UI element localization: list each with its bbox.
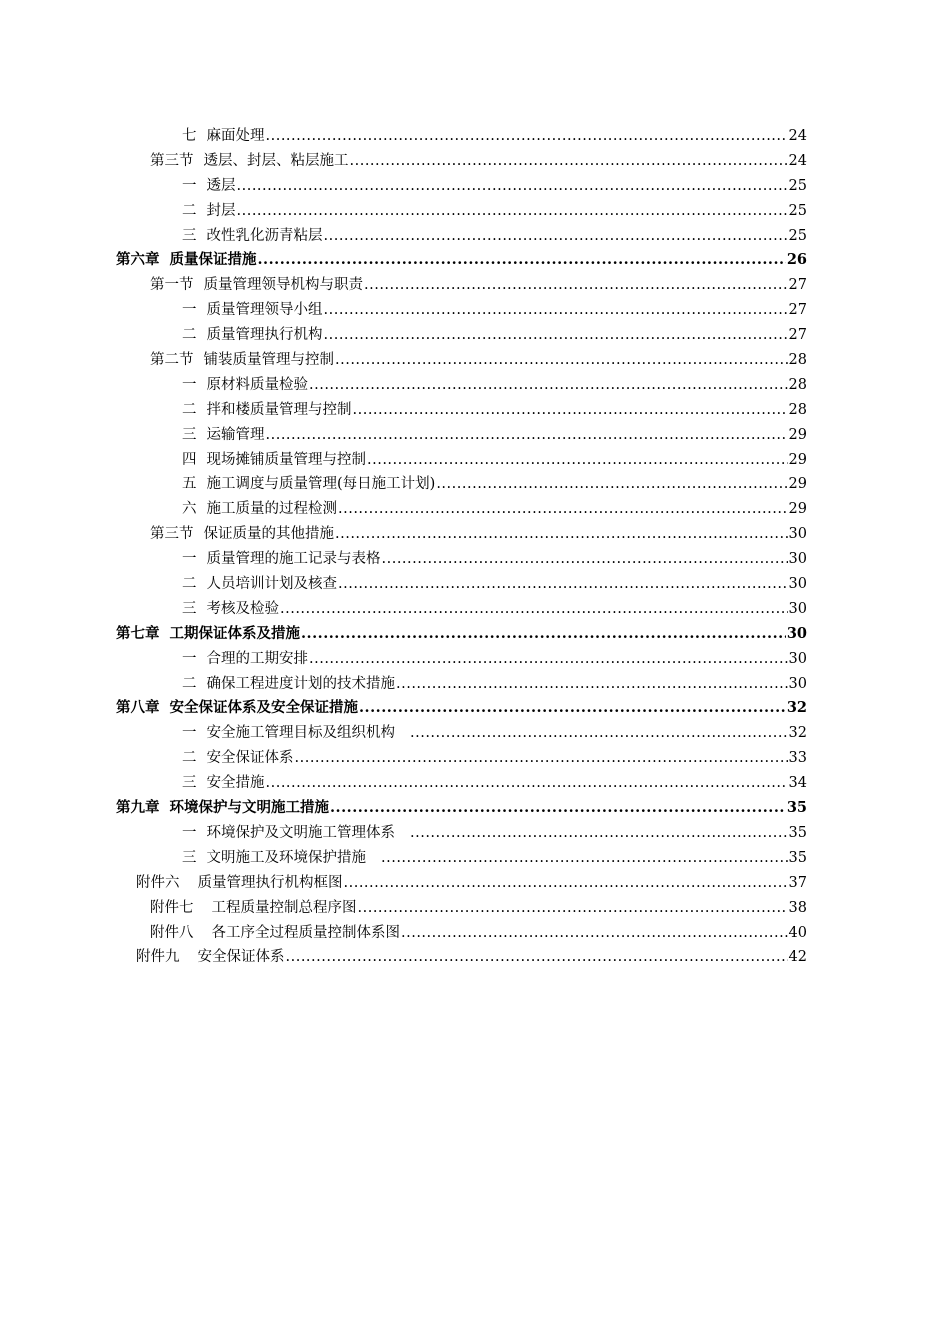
toc-entry-title: 改性乳化沥青粘层 [206, 227, 323, 244]
toc-page-number: 25 [788, 202, 807, 219]
toc-entry-title: 环境保护及文明施工管理体系 [206, 824, 395, 841]
toc-page-number: 27 [788, 302, 807, 319]
toc-dot-leader [330, 796, 786, 821]
toc-dot-leader [324, 323, 788, 348]
toc-row [0, 896, 950, 921]
toc-dot-leader [335, 348, 788, 373]
toc-entry-number: 二 [182, 576, 197, 593]
table-of-contents [0, 124, 950, 970]
toc-entry-section[interactable] [150, 348, 807, 373]
toc-entry-title: 现场摊铺质量管理与控制 [206, 451, 366, 468]
toc-page-number: 35 [788, 849, 807, 866]
toc-entry-item[interactable] [182, 572, 807, 597]
toc-page-number: 27 [788, 327, 807, 344]
toc-row [0, 348, 950, 373]
toc-entry-item[interactable] [182, 721, 807, 746]
toc-entry-item[interactable] [182, 124, 807, 149]
toc-page-number: 30 [788, 675, 807, 692]
toc-entry-title: 工期保证体系及措施 [169, 624, 300, 642]
toc-dot-leader [382, 547, 788, 572]
toc-row [0, 323, 950, 348]
toc-entry-number: 三 [182, 600, 197, 617]
toc-entry-title: 环境保护与文明施工措施 [169, 799, 329, 817]
toc-row [0, 448, 950, 473]
toc-page-number: 25 [788, 177, 807, 194]
toc-dot-leader [309, 647, 788, 672]
toc-entry-number: 第八章 [116, 699, 160, 717]
toc-entry-title: 质量管理执行机构 [206, 327, 323, 344]
toc-dot-leader [237, 174, 788, 199]
toc-row [0, 273, 950, 298]
toc-entry-title: 施工调度与质量管理(每日施工计划) [206, 476, 436, 493]
toc-row [0, 647, 950, 672]
toc-dot-leader [301, 622, 786, 647]
toc-dot-leader [353, 398, 788, 423]
toc-row [0, 672, 950, 697]
toc-entry-item[interactable] [182, 199, 807, 224]
toc-dot-leader [436, 472, 787, 497]
toc-entry-number: 二 [182, 202, 197, 219]
toc-entry-title: 原材料质量检验 [206, 376, 308, 393]
toc-row [0, 746, 950, 771]
toc-entry-title: 各工序全过程质量控制体系图 [211, 924, 400, 941]
toc-entry-number: 三 [182, 426, 197, 443]
toc-entry-number: 一 [182, 650, 197, 667]
toc-row [0, 298, 950, 323]
toc-entry-title: 安全措施 [206, 775, 265, 792]
toc-page-number: 29 [788, 426, 807, 443]
toc-entry-title: 考核及检验 [206, 600, 279, 617]
toc-row [0, 597, 950, 622]
toc-page-number: 35 [788, 824, 807, 841]
toc-entry-number: 附件七 [150, 899, 194, 916]
toc-row [0, 696, 950, 721]
toc-entry-number: 三 [182, 849, 197, 866]
toc-entry-title: 安全保证体系及安全保证措施 [169, 699, 358, 717]
toc-dot-leader [364, 273, 788, 298]
toc-page-number: 27 [788, 277, 807, 294]
toc-entry-att2[interactable] [150, 896, 807, 921]
toc-dot-leader [324, 298, 788, 323]
toc-entry-att1[interactable] [136, 945, 807, 970]
toc-row [0, 771, 950, 796]
toc-entry-title: 安全施工管理目标及组织机构 [206, 725, 395, 742]
toc-page-number: 30 [786, 624, 807, 642]
toc-dot-leader [335, 522, 788, 547]
toc-page-number: 35 [786, 799, 807, 817]
toc-entry-title: 施工质量的过程检测 [206, 501, 337, 518]
toc-page-number: 30 [788, 576, 807, 593]
toc-row [0, 248, 950, 273]
toc-dot-leader [350, 149, 788, 174]
toc-dot-leader [359, 696, 786, 721]
toc-entry-title: 合理的工期安排 [206, 650, 308, 667]
toc-entry-number: 附件六 [136, 874, 180, 891]
toc-page-number: 28 [788, 401, 807, 418]
toc-entry-item[interactable] [182, 746, 807, 771]
toc-entry-number: 第六章 [116, 251, 160, 269]
toc-page-number: 40 [788, 924, 807, 941]
toc-entry-title: 质量保证措施 [169, 251, 257, 269]
toc-page-number: 38 [788, 899, 807, 916]
toc-entry-chapter[interactable] [116, 248, 807, 273]
toc-dot-leader [266, 423, 788, 448]
toc-entry-number: 三 [182, 227, 197, 244]
toc-entry-title: 人员培训计划及核查 [206, 576, 337, 593]
toc-entry-number: 第九章 [116, 799, 160, 817]
toc-entry-number: 第三节 [150, 152, 194, 169]
toc-page-number: 42 [788, 949, 807, 966]
toc-entry-att1[interactable] [136, 871, 807, 896]
toc-entry-title: 透层 [206, 177, 236, 194]
toc-entry-item[interactable] [182, 472, 807, 497]
toc-entry-item[interactable] [182, 398, 807, 423]
toc-entry-chapter[interactable] [116, 622, 807, 647]
toc-entry-chapter[interactable] [116, 696, 807, 721]
toc-entry-title: 质量管理的施工记录与表格 [206, 551, 381, 568]
toc-entry-number: 附件八 [150, 924, 194, 941]
toc-page-number: 32 [788, 725, 807, 742]
toc-page-number: 29 [788, 476, 807, 493]
toc-entry-title: 安全保证体系 [197, 949, 285, 966]
toc-entry-item[interactable] [182, 448, 807, 473]
toc-entry-item[interactable] [182, 373, 807, 398]
toc-entry-title: 质量管理领导小组 [206, 302, 323, 319]
toc-entry-item[interactable] [182, 497, 807, 522]
toc-entry-item[interactable] [182, 647, 807, 672]
toc-entry-number: 一 [182, 551, 197, 568]
toc-dot-leader [410, 821, 788, 846]
toc-page-number: 28 [788, 376, 807, 393]
toc-entry-chapter[interactable] [116, 796, 807, 821]
toc-entry-title: 安全保证体系 [206, 750, 294, 767]
toc-entry-number: 第一节 [150, 277, 194, 294]
toc-page-number: 32 [786, 699, 807, 717]
toc-row [0, 373, 950, 398]
toc-entry-section[interactable] [150, 273, 807, 298]
toc-entry-number: 二 [182, 401, 197, 418]
toc-entry-title: 运输管理 [206, 426, 265, 443]
toc-dot-leader [295, 746, 788, 771]
toc-entry-att2[interactable] [150, 921, 807, 946]
toc-page-number: 30 [788, 600, 807, 617]
toc-entry-item[interactable] [182, 672, 807, 697]
toc-entry-item[interactable] [182, 821, 807, 846]
toc-entry-item[interactable] [182, 771, 807, 796]
toc-entry-title: 封层 [206, 202, 236, 219]
toc-dot-leader [266, 771, 788, 796]
toc-page-number: 29 [788, 451, 807, 468]
toc-row [0, 199, 950, 224]
toc-entry-number: 二 [182, 750, 197, 767]
toc-dot-leader [237, 199, 788, 224]
toc-page-number: 25 [788, 227, 807, 244]
toc-dot-leader [286, 945, 788, 970]
toc-row [0, 796, 950, 821]
toc-page-number: 28 [788, 352, 807, 369]
toc-page-number: 30 [788, 551, 807, 568]
toc-row [0, 572, 950, 597]
toc-dot-leader [338, 497, 788, 522]
toc-row [0, 398, 950, 423]
toc-entry-number: 一 [182, 725, 197, 742]
toc-page-number: 24 [788, 152, 807, 169]
toc-dot-leader [266, 124, 788, 149]
toc-entry-item[interactable] [182, 224, 807, 249]
toc-page-number: 34 [788, 775, 807, 792]
toc-entry-number: 一 [182, 824, 197, 841]
toc-row [0, 423, 950, 448]
toc-entry-item[interactable] [182, 298, 807, 323]
toc-row [0, 497, 950, 522]
toc-entry-item[interactable] [182, 547, 807, 572]
toc-entry-item[interactable] [182, 846, 807, 871]
toc-entry-number: 六 [182, 501, 197, 518]
toc-page-number: 26 [786, 251, 807, 269]
toc-page-number: 30 [788, 650, 807, 667]
toc-entry-number: 二 [182, 327, 197, 344]
toc-entry-item[interactable] [182, 423, 807, 448]
toc-dot-leader [410, 721, 788, 746]
toc-entry-title: 质量管理领导机构与职责 [203, 277, 363, 294]
toc-entry-number: 附件九 [136, 949, 180, 966]
toc-entry-title: 工程质量控制总程序图 [211, 899, 357, 916]
toc-page-number: 37 [788, 874, 807, 891]
toc-entry-title: 透层、封层、粘层施工 [203, 152, 349, 169]
toc-row [0, 472, 950, 497]
toc-entry-title: 保证质量的其他措施 [203, 526, 334, 543]
toc-row [0, 846, 950, 871]
toc-dot-leader [338, 572, 788, 597]
toc-dot-leader [396, 672, 788, 697]
toc-entry-section[interactable] [150, 149, 807, 174]
toc-dot-leader [344, 871, 788, 896]
toc-page-number: 29 [788, 501, 807, 518]
toc-entry-title: 铺装质量管理与控制 [203, 352, 334, 369]
toc-page-number: 30 [788, 526, 807, 543]
toc-row [0, 821, 950, 846]
toc-entry-title: 质量管理执行机构框图 [197, 874, 343, 891]
toc-row [0, 721, 950, 746]
toc-entry-number: 一 [182, 376, 197, 393]
toc-row [0, 124, 950, 149]
toc-dot-leader [280, 597, 788, 622]
toc-entry-number: 一 [182, 177, 197, 194]
toc-entry-title: 拌和楼质量管理与控制 [206, 401, 352, 418]
toc-row [0, 622, 950, 647]
toc-entry-item[interactable] [182, 174, 807, 199]
toc-row [0, 149, 950, 174]
toc-entry-number: 五 [182, 476, 197, 493]
toc-dot-leader [358, 896, 788, 921]
toc-entry-number: 七 [182, 128, 197, 144]
toc-entry-number: 四 [182, 451, 197, 468]
toc-entry-title: 麻面处理 [206, 128, 265, 144]
toc-row [0, 921, 950, 946]
toc-entry-number: 第七章 [116, 624, 160, 642]
toc-row [0, 224, 950, 249]
toc-entry-number: 第二节 [150, 352, 194, 369]
toc-dot-leader [309, 373, 788, 398]
toc-entry-item[interactable] [182, 597, 807, 622]
toc-entry-number: 二 [182, 675, 197, 692]
toc-dot-leader [324, 224, 788, 249]
toc-dot-leader [258, 248, 786, 273]
toc-row [0, 871, 950, 896]
toc-entry-title: 文明施工及环境保护措施 [206, 849, 366, 866]
toc-row [0, 174, 950, 199]
toc-entry-item[interactable] [182, 323, 807, 348]
toc-entry-title: 确保工程进度计划的技术措施 [206, 675, 395, 692]
toc-row [0, 547, 950, 572]
toc-dot-leader [401, 921, 788, 946]
toc-entry-number: 三 [182, 775, 197, 792]
toc-dot-leader [381, 846, 788, 871]
toc-page-number: 24 [788, 128, 807, 144]
toc-entry-number: 一 [182, 302, 197, 319]
toc-entry-number: 第三节 [150, 526, 194, 543]
toc-row [0, 522, 950, 547]
toc-entry-section[interactable] [150, 522, 807, 547]
toc-dot-leader [367, 448, 788, 473]
toc-page-number: 33 [788, 750, 807, 767]
toc-row [0, 945, 950, 970]
